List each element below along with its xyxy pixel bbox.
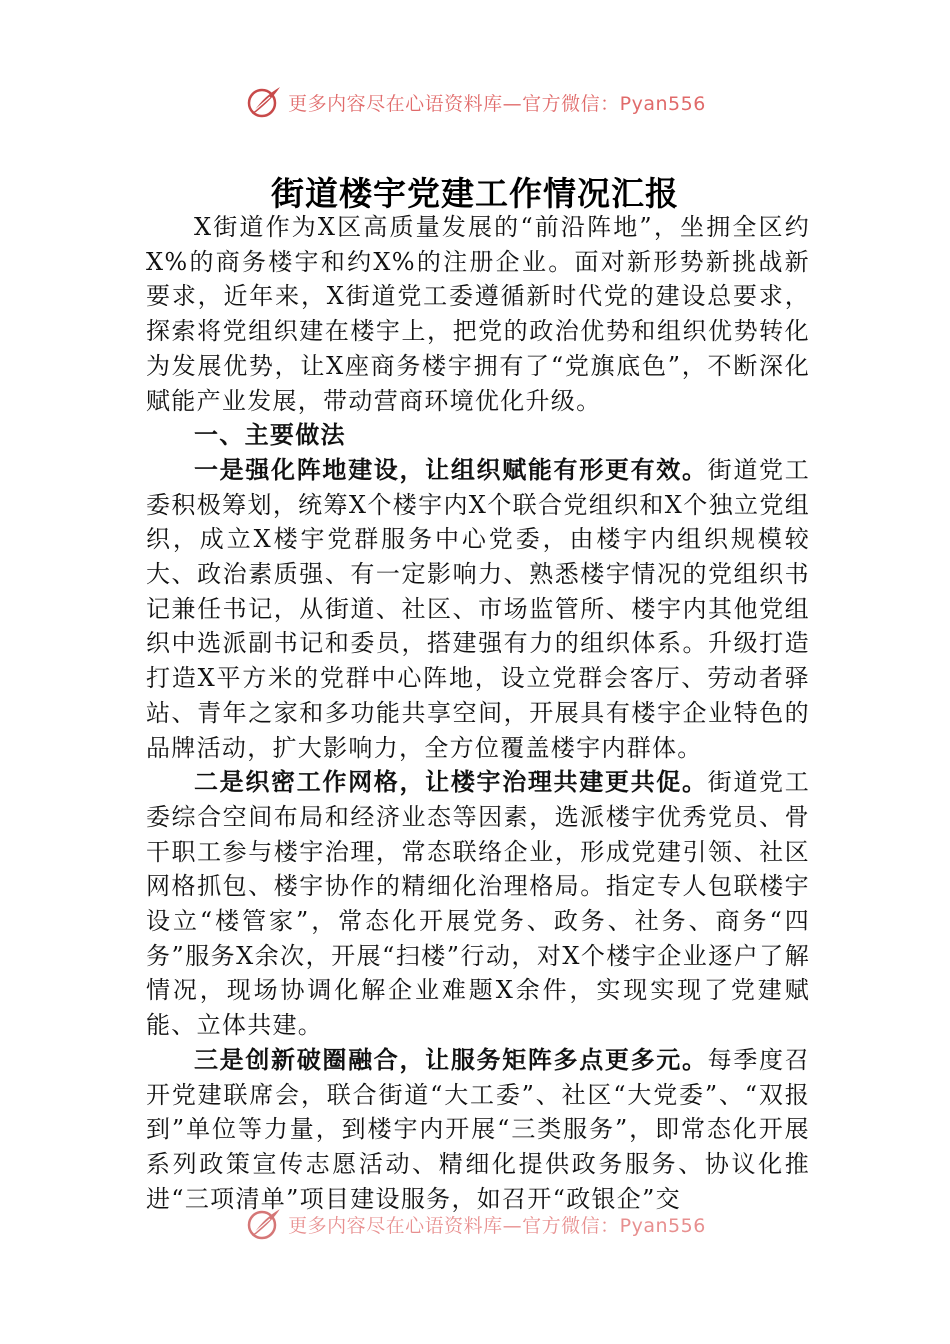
watermark-text: 更多内容尽在心语资料库—官方微信：Pyan556 (288, 1214, 706, 1237)
item-paragraph-2 (146, 765, 810, 1043)
item-lead: 三是创新破圈融合，让服务矩阵多点更多元。 (194, 1045, 708, 1074)
document-body (146, 210, 810, 1216)
item-lead: 二是织密工作网格，让楼宇治理共建更共促。 (194, 768, 708, 797)
item-body: 街道党工委综合空间布局和经济业态等因素，选派楼宇优秀党员、骨干职工参与楼宇治理，常态联络企业，形成党建引领、社区网格抓包、楼宇协作的精细化治理格局。指定专人包联楼宇设立“楼管家”，常态化开展党务、政务、社务、商务“四务”服务X余次，开展“扫楼”行动，对X个楼宇企业逐户了解情况，现场协调化解企业难题X余件，实现实现了党建赋能、立体共建。 (146, 768, 811, 1040)
intro-paragraph: X街道作为X区高质量发展的“前沿阵地”，坐拥全区约X%的商务楼宇和约X%的注册企业。面对新形势新挑战新要求，近年来，X街道党工委遵循新时代党的建设总要求，探索将党组织建在楼宇上，把党的政治优势和组织优势转化为发展优势，让X座商务楼宇拥有了“党旗底色”，不断深化赋能产业发展，带动营商环境优化升级。 (146, 213, 810, 415)
section-heading: 一、主要做法 (194, 421, 346, 450)
watermark-banner-top (0, 82, 950, 122)
document-title: 街道楼宇党建工作情况汇报 (271, 174, 679, 214)
quill-logo-icon (244, 84, 284, 120)
watermark-text: 更多内容尽在心语资料库—官方微信：Pyan556 (288, 92, 706, 115)
item-body: 街道党工委积极筹划，统筹X个楼宇内X个联合党组织和X个独立党组织，成立X楼宇党群服务中心党委，由楼宇内组织规模较大、政治素质强、有一定影响力、熟悉楼宇情况的党组织书记兼任书记，从街道、社区、市场监管所、楼宇内其他党组织中选派副书记和委员，搭建强有力的组织体系。升级打造打造X平方米的党群中心阵地，设立党群会客厅、劳动者驿站、青年之家和多功能共享空间，开展具有楼宇企业特色的品牌活动，扩大影响力，全方位覆盖楼宇内群体。 (146, 455, 811, 762)
item-body: 每季度召开党建联席会，联合街道“大工委”、社区“大党委”、“双报到”单位等力量，到楼宇内开展“三类服务”，即常态化开展系列政策宣传志愿活动、精细化提供政务服务、协议化推进“三项清单”项目建设服务，如召开“政银企”交 (146, 1045, 811, 1213)
item-paragraph-3 (146, 1043, 810, 1217)
item-paragraph-1 (146, 453, 810, 765)
item-lead: 一是强化阵地建设，让组织赋能有形更有效。 (194, 455, 708, 484)
watermark-banner-bottom (0, 1204, 950, 1244)
quill-logo-icon (244, 1206, 284, 1242)
